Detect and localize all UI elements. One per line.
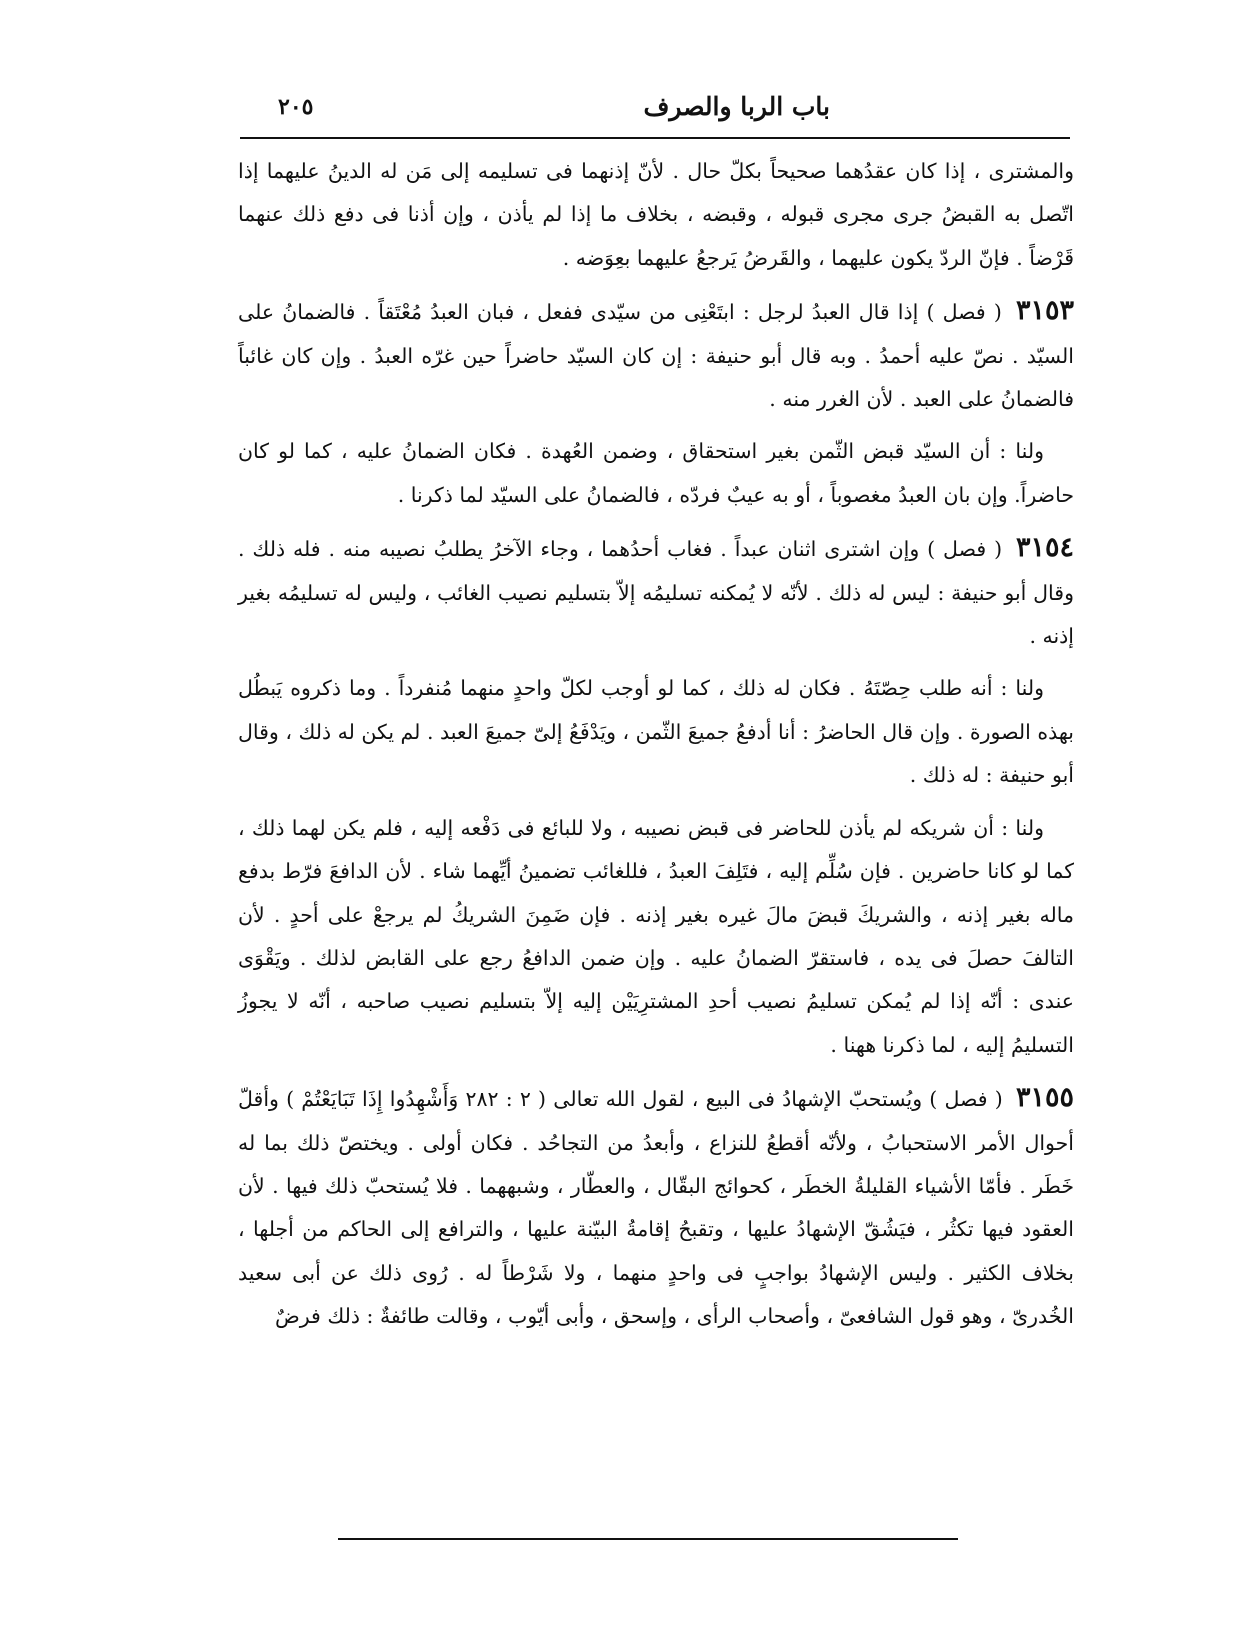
paragraph-text: والمشترى ، إذا كان عقدُهما صحيحاً بكلّ حال . لأنّ إذنهما فى تسليمه إلى مَن له الدينُ عليهما إذا اتّصل به القبضُ جرى مجرى قبوله ، وقبضه ، بخلاف ما إذا لم يأذن ، وإن أذنا فى دفع ذلك عنهما قَرْضاً . فإنّ الردّ يكون عليهما ، والقَرضُ يَرجعُ عليهما بعِوَضه . <box>238 159 1074 270</box>
paragraph-text: ( فصل ) إذا قال العبدُ لرجل : ابتَعْنِى من سيّدى ففعل ، فبان العبدُ مُعْتَقاً . فالضمانُ على السيّد . نصّ عليه أحمدُ . وبه قال أبو حنيفة : إن كان السيّد حاضراً حين غرّه العبدُ . وإن كان غائباً فالضمانُ على العبد . لأن الغرر منه . <box>238 300 1074 412</box>
page-number: ٢٠٥ <box>278 94 314 120</box>
header-divider <box>240 137 1070 139</box>
section-number: ٣١٥٤ <box>1015 532 1074 564</box>
section-paragraph <box>238 526 1074 658</box>
section-paragraph <box>238 1076 1074 1338</box>
paragraph-text: ولنا : أنه طلب حِصّتَهُ . فكان له ذلك ، كما لو أوجب لكلّ واحدٍ منهما مُنفرداً . وما ذكروه يَبطُل بهذه الصورة . وإن قال الحاضرُ : أنا أدفعُ جميعَ الثّمن ، ويَدْفَعُ إلىّ جميعَ العبد . لم يكن له ذلك ، وقال أبو حنيفة : له ذلك . <box>237 676 1074 788</box>
paragraph <box>238 430 1074 517</box>
section-number: ٣١٥٥ <box>1015 1082 1074 1114</box>
page-body <box>238 150 1074 1348</box>
paragraph-text: ( فصل ) وإن اشترى اثنان عبداً . فغاب أحدُهما ، وجاء الآخرُ يطلبُ نصيبه منه . فله ذلك . وقال أبو حنيفة : ليس له ذلك . لأنّه لا يُمكنه تسليمُه إلاّ بتسليم نصيب الغائب ، وليس له تسليمُه بغير إذنه . <box>238 537 1074 649</box>
paragraph <box>238 667 1074 797</box>
paragraph-text: ولنا : أن السيّد قبض الثّمن بغير استحقاق ، وضمن العُهدة . فكان الضمانُ عليه ، كما لو كان حاضراً. وإن بان العبدُ مغصوباً ، أو به عيبٌ فردّه ، فالضمانُ على السيّد لما ذكرنا . <box>238 439 1074 507</box>
section-paragraph <box>238 289 1074 421</box>
running-title: باب الربا والصرف <box>643 92 830 121</box>
paragraph <box>238 150 1074 280</box>
footer-divider <box>338 1538 958 1540</box>
paragraph-text: ( فصل ) ويُستحبّ الإشهادُ فى البيع ، لقول الله تعالى ( ٢ : ٢٨٢ وَأَشْهِدُوا إِذَا تَبَايَعْتُمْ ) وأقلّ أحوال الأمر الاستحبابُ ، ولأنّه أقطعُ للنزاع ، وأبعدُ من التجاحُد . فكان أولى . ويختصّ ذلك بما له خَطَر . فأمّا الأشياء القليلةُ الخطَر ، كحوائج البقّال ، والعطّار ، وشبههما . فلا يُستحبّ ذلك فيها . لأن العقود فيها تكثُر ، فيَشُقّ الإشهادُ عليها ، وتقبحُ إقامةُ البيّنة عليها ، والترافع إلى الحاكم من أجلها ، بخلاف الكثير . وليس الإشهادُ بواجبٍ فى واحدٍ منهما ، ولا شَرْطاً له . رُوى ذلك عن أبى سعيد الخُدرىّ ، وهو قول الشافعىّ ، وأصحاب الرأى ، وإسحق ، وأبى أيّوب ، وقالت طائفةٌ : ذلك فرضٌ <box>238 1087 1074 1329</box>
section-number: ٣١٥٣ <box>1015 295 1074 327</box>
page-header <box>240 92 1070 132</box>
paragraph <box>238 807 1074 1067</box>
paragraph-text: ولنا : أن شريكه لم يأذن للحاضر فى قبض نصيبه ، ولا للبائع فى دَفْعه إليه ، فلم يكن لهما ذلك ، كما لو كانا حاضرين . فإن سُلِّم إليه ، فتَلِفَ العبدُ ، فللغائب تضمينُ أيِّهما شاء . لأن الدافعَ فرّط بدفع ماله بغير إذنه ، والشريكَ قبضَ مالَ غيره بغير إذنه . فإن ضَمِنَ الشريكُ لم يرجعْ على أحدٍ . لأن التالفَ حصلَ فى يده ، فاستقرّ الضمانُ عليه . وإن ضمن الدافعُ رجع على القابض لذلك . ويَقْوَى عندى : أنّه إذا لم يُمكن تسليمُ نصيب أحدِ المشترِيَيْن إليه إلاّ بتسليم نصيب صاحبه ، أنّه لا يجوزُ التسليمُ إليه ، لما ذكرنا ههنا . <box>238 815 1074 1057</box>
